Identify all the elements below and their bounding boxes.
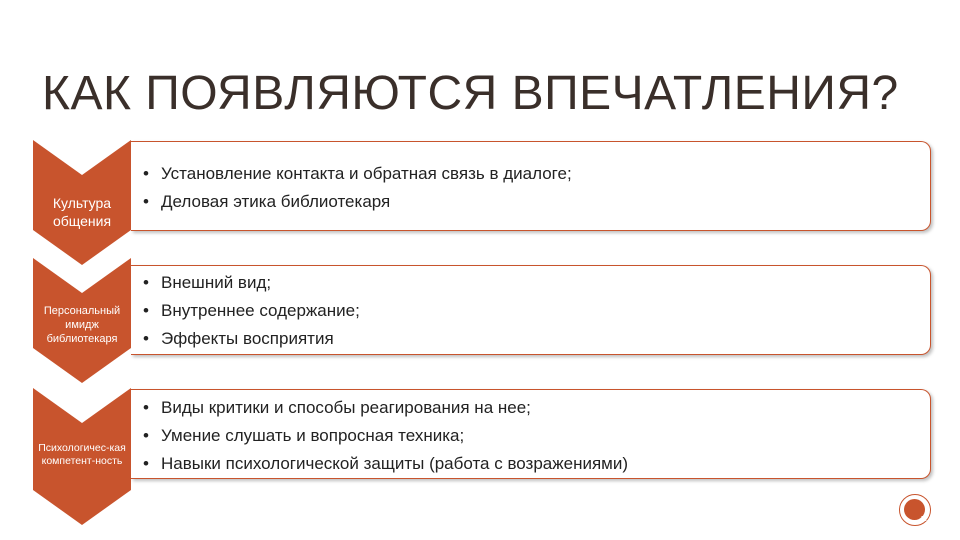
step-2-bullets [143, 269, 360, 353]
bullet-item: • Внутреннее содержание; [143, 301, 360, 320]
step-1-bullets [143, 160, 572, 216]
slide-title: КАК ПОЯВЛЯЮТСЯ ВПЕЧАТЛЕНИЯ? [42, 67, 899, 120]
bullet-item: • Навыки психологической защиты (работа с возражениями) [143, 454, 629, 473]
step-2-label: Персональный имидж библиотекаря [43, 305, 121, 345]
bullet-item: • Установление контакта и обратная связь в диалоге; [143, 164, 572, 183]
step-2-box [131, 265, 931, 355]
bullet-item: • Деловая этика библиотекаря [143, 192, 391, 211]
process-step-2 [0, 258, 960, 383]
step-3-bullets [143, 394, 628, 478]
step-1-label: Культура общения [52, 195, 112, 229]
bullet-item: • Эффекты восприятия [143, 329, 334, 348]
page-number: 12 [920, 516, 928, 523]
process-step-3 [0, 388, 960, 525]
step-3-label: Психологичес-кая компетент-ность [38, 442, 126, 468]
process-step-1 [0, 140, 960, 265]
page-number-badge [899, 494, 931, 526]
bullet-item: • Виды критики и способы реагирования на нее; [143, 398, 531, 417]
step-1-box [131, 141, 931, 231]
bullet-item: • Умение слушать и вопросная техника; [143, 426, 465, 445]
bullet-item: • Внешний вид; [143, 273, 272, 292]
step-3-box [131, 389, 931, 479]
